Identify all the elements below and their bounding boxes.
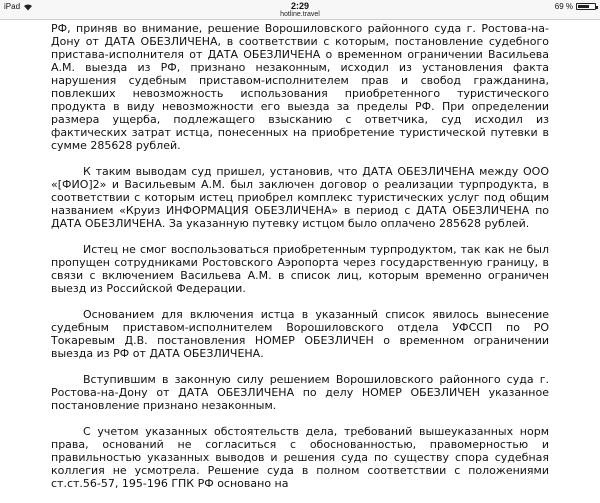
- battery-percent: 69 %: [554, 2, 573, 11]
- status-right: [555, 2, 596, 11]
- battery-icon: [576, 3, 596, 10]
- device-label: iPad: [4, 2, 21, 11]
- status-divider: [0, 19, 600, 20]
- status-center: [0, 1, 600, 19]
- status-bar: [0, 0, 600, 19]
- article-paragraph: К таким выводам суд пришел, установив, что ДАТА ОБЕЗЛИЧЕНА между ООО «[ФИО]2» и Васильевым А.М. был заключен договор о реализации турпродукта, в соответствии с которым истец приобрел комплекс туристических услуг под общим названием «Круиз ИНФОРМАЦИЯ ОБЕЗЛИЧЕНА» в период с ДАТА ОБЕЗЛИЧЕНА по ДАТА ОБЕЗЛИЧЕНА. За указанную путевку истцом было оплачено 285628 рублей.: [51, 165, 549, 230]
- battery-cap: [596, 6, 598, 9]
- article-paragraph: Вступившим в законную силу решением Ворошиловского районного суда г. Ростова-на-Дону от ДАТА ОБЕЗЛИЧЕНА по делу НОМЕР ОБЕЗЛИЧЕН указанное постановление признано незаконным.: [51, 373, 549, 412]
- article-paragraph: Основанием для включения истца в указанный список явилось вынесение судебным приставом-исполнителем Ворошиловского отдела УФССП по РО Токаревым Д.В. постановления НОМЕР ОБЕЗЛИЧЕН о временном ограничении выезда из РФ от ДАТА ОБЕЗЛИЧЕНА.: [51, 308, 549, 360]
- clock: 2:29: [290, 1, 309, 11]
- battery-fill: [578, 5, 589, 8]
- article-paragraph: Истец не смог воспользоваться приобретенным турпродуктом, так как не был пропущен сотрудниками Ростовского Аэропорта через государственную границу, в связи с включением Васильева А.М. в список лиц, которым временно ограничен выезд из Российской Федерации.: [51, 243, 549, 295]
- page-host[interactable]: hotline.travel: [280, 11, 320, 18]
- article-paragraph: РФ, приняв во внимание, решение Ворошиловского районного суда г. Ростова-на-Дону от ДАТА ОБЕЗЛИЧЕНА, в соответствии с которым, постановление судебного пристава-исполнителя от ДАТА ОБЕЗЛИЧЕНА о временном ограничении Васильева А.М. выезда из РФ, признано незаконным, исходил из установления факта нарушения судебным приставом-исполнителем прав и свобод гражданина, повлекших невозможность использования приобретенного туристического продукта в виду невозможности его выезда за пределы РФ. При определении размера ущерба, подлежащего взысканию с ответчика, суд исходил из фактических затрат истца, понесенных на приобретение туристической путевки в сумме 285628 рублей.: [51, 22, 549, 152]
- article-paragraph: С учетом указанных обстоятельств дела, требований вышеуказанных норм права, оснований не согласиться с обоснованностью, правомерностью и правильностью указанных выводов и решения суда по существу спора судебная коллегия не усмотрела. Решение суда в полном соответствии с положениями ст.ст.56-57, 195-196 ГПК РФ основано на: [51, 425, 549, 490]
- article-body: [51, 22, 549, 503]
